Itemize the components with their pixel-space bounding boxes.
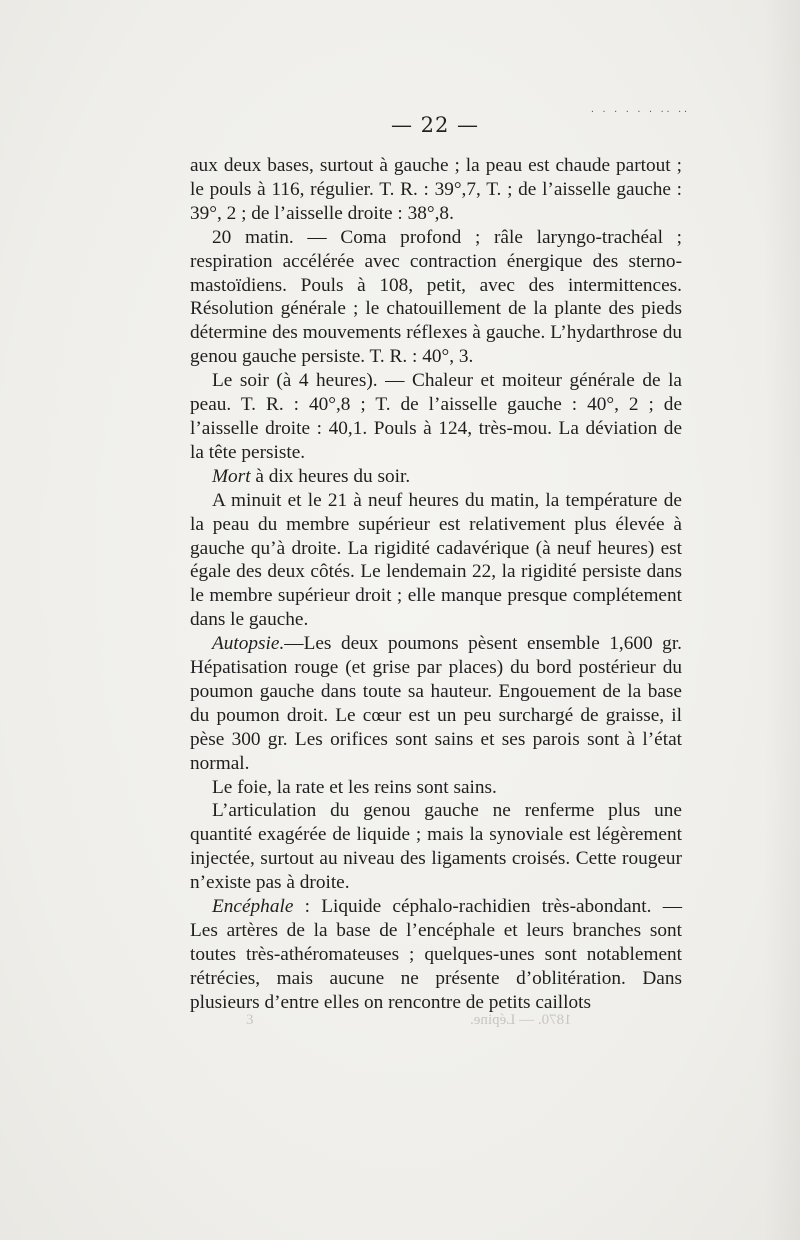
paragraph-continuation: aux deux bases, surtout à gauche ; la peau est chaude partout ; le pouls à 116, régulier. T. R. : 39°,7, T. ; de l’aisselle gauche : 39°, 2 ; de l’aisselle droite : 38°,8. bbox=[190, 155, 682, 224]
paragraph-foie: Le foie, la rate et les reins sont sains. bbox=[212, 776, 497, 798]
paragraph-articulation: L’articulation du genou gauche ne renferme plus une quantité exagérée de liquide ; mais la synoviale est légèrement injectée, surtout au niveau des ligaments croisés. Cette rougeur n’existe pas à droite. bbox=[190, 800, 682, 894]
paragraph-le-soir: Le soir (à 4 heures). — Chaleur et moiteur générale de la peau. T. R. : 40°,8 ; T. de l’aisselle gauche : 40°, 2 ; de l’aisselle droite : 40,1. Pouls à 124, très-mou. La déviation de la tête persiste. bbox=[190, 370, 682, 463]
body-text bbox=[190, 154, 682, 1015]
page-number-heading: — 22 — bbox=[390, 113, 480, 137]
paragraph-mort: Mort à dix heures du soir. bbox=[212, 465, 411, 487]
signature-mark: 3 bbox=[246, 1012, 254, 1028]
show-through-footer: 1870. — Lépine. bbox=[470, 1012, 572, 1028]
page-edge-shadow bbox=[764, 0, 800, 1240]
paragraph-encephale: Encéphale : Liquide céphalo-rachidien très-abondant. — Les artères de la base de l’encéphale et leurs branches sont toutes très-athéromateuses ; quelques-unes sont notablement rétrécies, mais aucune ne présente d’oblitération. Dans plusieurs d’entre elles on rencontre de petits caillots bbox=[190, 896, 682, 1013]
paragraph-20-matin: 20 matin. — Coma profond ; râle laryngo-trachéal ; respiration accélérée avec contraction énergique des sterno-mastoïdiens. Pouls à 108, petit, avec des intermittences. Résolution générale ; le chatouillement de la plante des pieds détermine des mouvements réflexes à gauche. L’hydarthrose du genou gauche persiste. T. R. : 40°, 3. bbox=[190, 226, 682, 368]
paragraph-minuit: A minuit et le 21 à neuf heures du matin, la température de la peau du membre supérieur est relativement plus élevée à gauche qu’à droite. La rigidité cadavérique (à neuf heures) est égale des deux côtés. Le lendemain 22, la rigidité persiste dans le membre supérieur droit ; elle manque presque complétement dans le gauche. bbox=[190, 489, 682, 631]
scan-specks: · · · · · · ·· ·· bbox=[590, 107, 689, 116]
paragraph-autopsie: Autopsie.—Les deux poumons pèsent ensemble 1,600 gr. Hépatisation rouge (et grise par places) du bord postérieur du poumon gauche dans toute sa hauteur. Engouement de la base du poumon droit. Le cœur est un peu surchargé de graisse, il pèse 300 gr. Les orifices sont sains et ses parois sont à l’état normal. bbox=[190, 633, 682, 774]
